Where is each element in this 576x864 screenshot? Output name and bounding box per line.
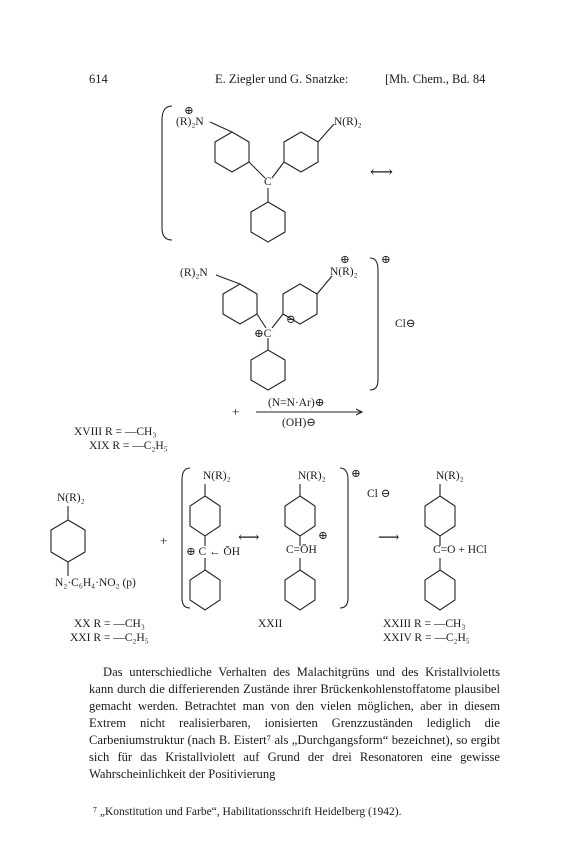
reagent-bottom: (OH)⊖ xyxy=(282,417,316,429)
s2-bracket-charge: ⊕ xyxy=(381,254,391,266)
mid1-top: N(R)₂ xyxy=(203,470,231,482)
s1-charge: ⊕ xyxy=(184,105,194,117)
label-xxi: XXI R = —C₂H₅ xyxy=(70,632,149,644)
reaction-arrow-2: ⟶ xyxy=(378,530,400,546)
label-xx: XX R = —CH₃ xyxy=(74,618,145,630)
lower-plus: + xyxy=(160,533,168,548)
left-bottom-group: N₂·C₆H₄·NO₂ (p) xyxy=(55,577,136,589)
left-top-group: N(R)₂ xyxy=(57,492,85,504)
right-center: C=O + HCl xyxy=(433,544,487,556)
mid2-center: C=ŌH xyxy=(286,544,317,556)
body-paragraph: Das unterschiedliche Verhalten des Malachitgrüns und des Kristallvioletts kann durch die differierenden Zustände ihrer Brückenkohlenstoffatome plausibel gemacht werden. Betrachtet man von den vielen möglichen, aber in diesem Extrem nicht realisierbaren, ionisierten Grenzzuständen lediglich die Carbeniumstruktur (nach B. Eistert⁷ als „Durchgangsform“ bezeichnet), so ergibt sich für das Kristallviolett auf Grund der drei Resonatoren eine gewisse Wahrscheinlichkeit der Positivierung xyxy=(89,665,500,781)
right-top-group: N(R)₂ xyxy=(436,470,464,482)
running-journal: [Mh. Chem., Bd. 84 xyxy=(385,72,486,86)
lower-bracket-charge: ⊕ xyxy=(351,468,361,480)
s2-minus: ⊖ xyxy=(286,314,296,326)
s2-central-atom: ⊕C xyxy=(254,328,272,340)
label-xxiii: XXIII R = —CH₃ xyxy=(383,618,466,630)
resonance-arrow-2: ⟷ xyxy=(238,530,260,546)
s1-central-atom: C xyxy=(264,176,272,188)
s2-right-group: N(R)₂ xyxy=(330,266,358,278)
mid2-charge: ⊕ xyxy=(318,530,328,542)
label-xxii: XXII xyxy=(258,618,283,630)
s2-charge-top: ⊕ xyxy=(340,254,350,266)
running-authors: E. Ziegler und G. Snatzke: xyxy=(215,72,349,86)
s2-counter-ion: Cl⊖ xyxy=(395,318,416,330)
mid1-center: ⊕ C ← ŌH xyxy=(186,546,241,558)
page-number: 614 xyxy=(89,72,108,86)
s2-left-group: (R)₂N xyxy=(180,267,208,279)
s1-right-group: N(R)₂ xyxy=(334,116,362,128)
s1-resonance-arrow: ⟷ xyxy=(370,164,393,181)
label-xviii: XVIII R = —CH₃ xyxy=(74,426,157,438)
body-text-block xyxy=(89,664,500,783)
reaction-plus: + xyxy=(232,404,240,419)
footnote: ⁷ „Konstitution und Farbe“, Habilitationsschrift Heidelberg (1942). xyxy=(93,806,402,818)
reagent-top: (N=N·Ar)⊕ xyxy=(268,397,325,409)
label-xxiv: XXIV R = —C₂H₅ xyxy=(383,632,470,644)
lower-counter-ion: Cl ⊖ xyxy=(367,488,391,500)
s1-left-group: (R)₂N xyxy=(176,116,204,128)
mid2-top: N(R)₂ xyxy=(298,470,326,482)
label-xix: XIX R = —C₂H₅ xyxy=(89,440,168,452)
